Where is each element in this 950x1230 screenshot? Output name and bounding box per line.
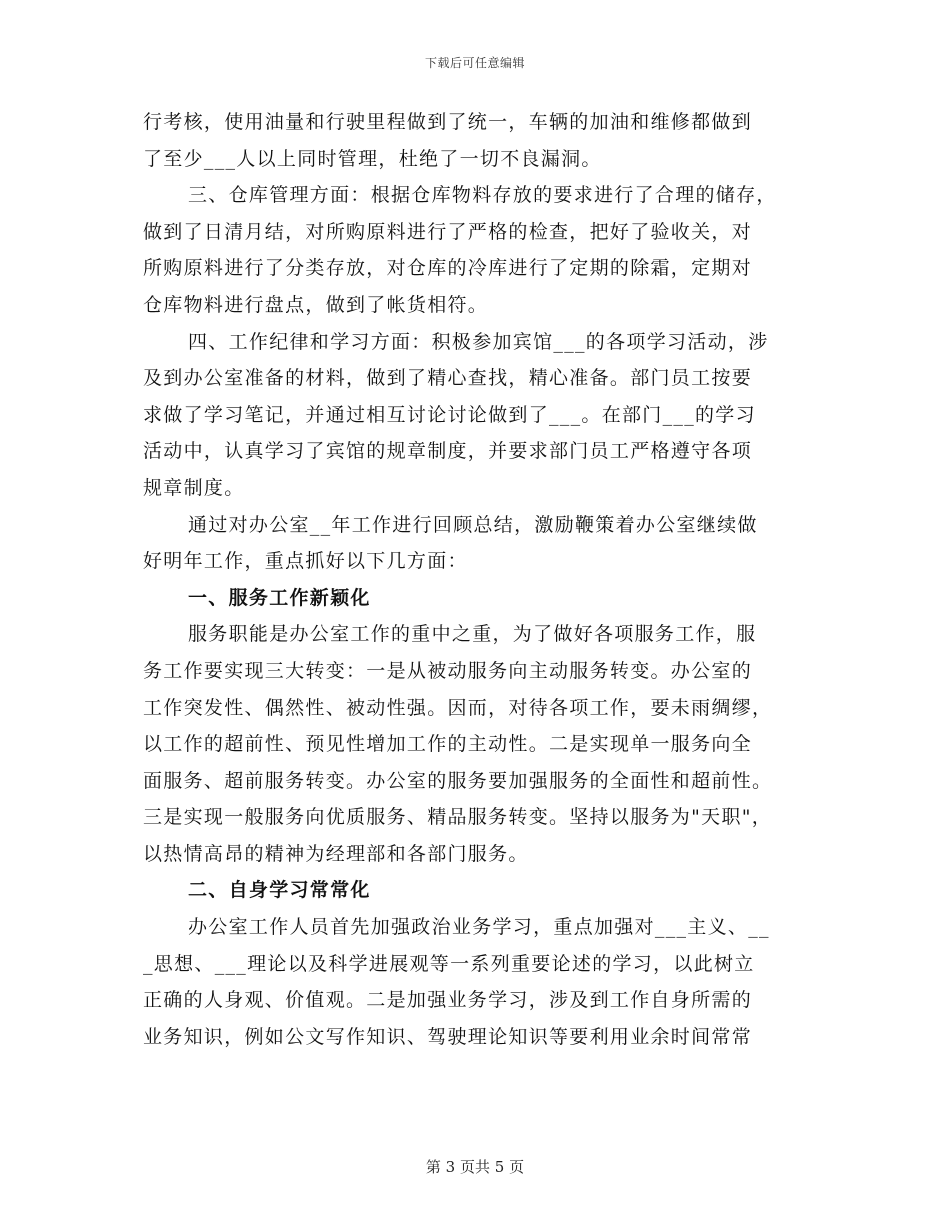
text-line: 业务知识，例如公文写作知识、驾驶理论知识等要利用业余时间常常 [143,1025,753,1048]
paragraph-start-line: 通过对办公室__年工作进行回顾总结，激励鞭策着办公室继续做 [188,513,758,536]
text-line: 以工作的超前性、预见性增加工作的主动性。二是实现单一服务向全 [143,733,753,756]
text-line: 务工作要实现三大转变：一是从被动服务向主动服务转变。办公室的 [143,659,753,682]
text-line: 活动中，认真学习了宾馆的规章制度，并要求部门员工严格遵守各项 [143,440,753,463]
paragraph-start-line: 办公室工作人员首先加强政治业务学习，重点加强对___主义、__ [188,916,770,939]
text-line: 三是实现一般服务向优质服务、精品服务转变。坚持以服务为"天职"， [143,806,773,829]
text-line: _思想、___理论以及科学进展观等一系列重要论述的学习，以此树立 [143,952,755,975]
text-line: 好明年工作，重点抓好以下几方面： [143,550,468,573]
text-line: 工作突发性、偶然性、被动性强。因而，对待各项工作，要未雨绸缪， [143,696,773,719]
text-line: 所购原料进行了分类存放，对仓库的冷库进行了定期的除霜，定期对 [143,257,753,280]
page-header-note: 下载后可任意编辑 [424,56,525,70]
text-line: 仓库物料进行盘点，做到了帐货相符。 [143,293,489,316]
section-heading: 二、自身学习常常化 [188,879,371,902]
document-body [143,104,808,1055]
paragraph-start-line: 服务职能是办公室工作的重中之重，为了做好各项服务工作，服 [188,623,757,646]
paragraph-start-line: 三、仓库管理方面：根据仓库物料存放的要求进行了合理的储存， [188,184,777,207]
section-heading: 一、服务工作新颖化 [188,586,371,609]
text-line: 做到了日清月结，对所购原料进行了严格的检查，把好了验收关，对 [143,220,753,243]
text-line: 以热情高昂的精神为经理部和各部门服务。 [143,842,529,865]
text-line: 行考核，使用油量和行驶里程做到了统一，车辆的加油和维修都做到 [143,111,753,133]
text-line: 规章制度。 [143,476,245,499]
text-line: 求做了学习笔记，并通过相互讨论讨论做到了___。在部门___的学习 [143,403,756,426]
page-number-footer: 第 3 页共 5 页 [425,1158,525,1176]
paragraph-start-line: 四、工作纪律和学习方面：积极参加宾馆___的各项学习活动，涉 [188,330,769,353]
text-line: 了至少___人以上同时管理，杜绝了一切不良漏洞。 [143,147,602,170]
text-line: 及到办公室准备的材料，做到了精心查找，精心准备。部门员工按要 [143,367,753,390]
text-line: 面服务、超前服务转变。办公室的服务要加强服务的全面性和超前性。 [143,769,773,792]
text-line: 正确的人身观、价值观。二是加强业务学习，涉及到工作自身所需的 [143,989,753,1012]
